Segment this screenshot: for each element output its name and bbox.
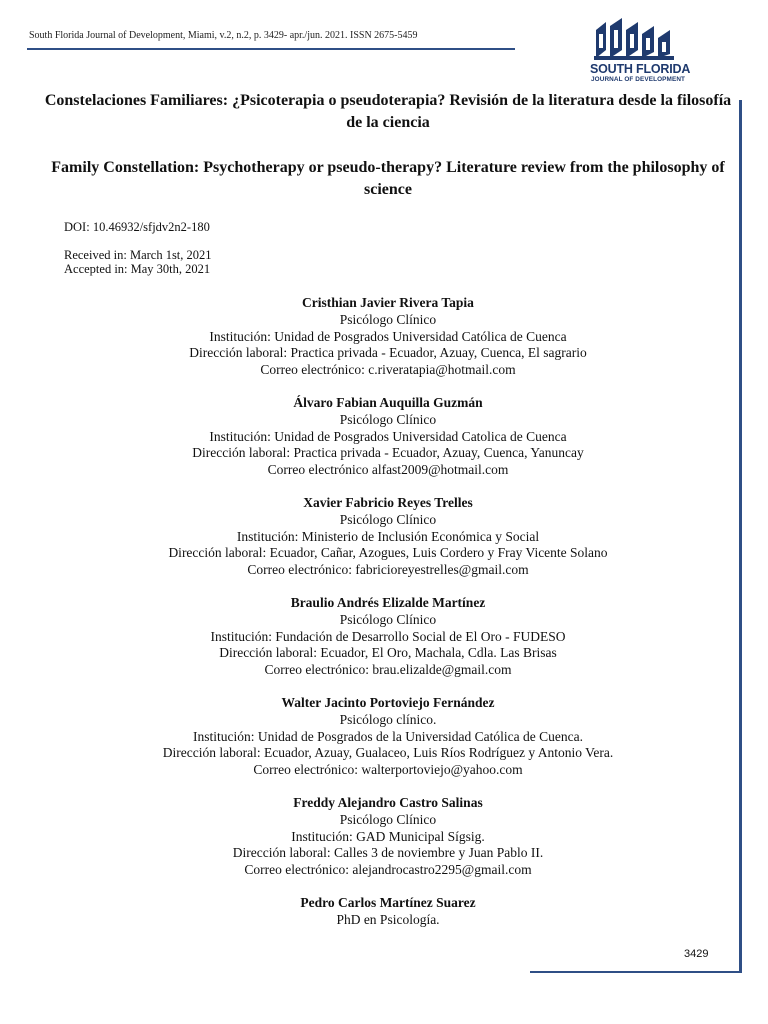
doi: DOI: 10.46932/sfjdv2n2-180 [64, 220, 210, 234]
author-name: Freddy Alejandro Castro Salinas [293, 794, 483, 810]
author-block [40, 695, 736, 779]
author-name: Cristhian Javier Rivera Tapia [302, 295, 474, 310]
accepted-date: Accepted in: May 30th, 2021 [64, 262, 211, 276]
author-email: Correo electrónico: alejandrocastro2295@gmail.com [244, 862, 532, 878]
title-spanish: Constelaciones Familiares: ¿Psicoterapia o pseudoterapia? Revisión de la literatura desde la filosofía de la ciencia [44, 92, 732, 131]
author-address: Dirección laboral: Ecuador, El Oro, Machala, Cdla. Las Brisas [219, 645, 557, 661]
authors-list [40, 295, 736, 945]
frame-rule-horizontal [530, 971, 742, 973]
author-institution: Institución: Unidad de Posgrados Universidad Catolica de Cuenca [209, 428, 567, 444]
author-address: Dirección laboral: Ecuador, Cañar, Azogues, Luis Cordero y Fray Vicente Solano [168, 545, 608, 561]
author-institution: Institución: GAD Municipal Sígsig. [291, 828, 485, 844]
author-email: Correo electrónico: walterportoviejo@yahoo.com [253, 762, 523, 778]
author-institution: Institución: Unidad de Posgrados Universidad Católica de Cuenca [209, 328, 567, 344]
author-role: Psicólogo Clínico [339, 811, 437, 827]
author-block [40, 295, 736, 379]
frame-rule-vertical [739, 100, 742, 972]
dates [64, 248, 212, 276]
header-citation: South Florida Journal of Development, Miami, v.2, n.2, p. 3429- apr./jun. 2021. ISSN 2675-5459 [29, 30, 418, 41]
author-role: PhD en Psicología. [336, 911, 440, 927]
author-role: Psicólogo Clínico [339, 311, 437, 327]
books-logo-icon [594, 14, 694, 62]
author-address: Dirección laboral: Calles 3 de noviembre y Juan Pablo II. [232, 845, 544, 861]
author-name: Xavier Fabricio Reyes Trelles [303, 494, 473, 510]
journal-logo [590, 14, 700, 88]
author-address: Dirección laboral: Practica privada - Ecuador, Azuay, Cuenca, Yanuncay [192, 445, 584, 461]
author-email: Correo electrónico: c.riveratapia@hotmail.com [260, 362, 516, 378]
author-institution: Institución: Unidad de Posgrados de la Universidad Católica de Cuenca. [193, 728, 583, 744]
author-address: Dirección laboral: Ecuador, Azuay, Gualaceo, Luis Ríos Rodríguez y Antonio Vera. [162, 745, 614, 761]
author-email: Correo electrónico: fabricioreyestrelles@gmail.com [247, 562, 529, 578]
author-block [40, 395, 736, 479]
author-name: Álvaro Fabian Auquilla Guzmán [293, 394, 483, 410]
author-institution: Institución: Fundación de Desarrollo Social de El Oro - FUDESO [210, 628, 566, 644]
author-role: Psicólogo Clínico [339, 511, 437, 527]
author-name: Pedro Carlos Martínez Suarez [300, 894, 476, 910]
page-number: 3429 [684, 948, 709, 960]
author-block [40, 595, 736, 679]
author-block [40, 795, 736, 879]
author-institution: Institución: Ministerio de Inclusión Económica y Social [236, 528, 540, 544]
author-name: Walter Jacinto Portoviejo Fernández [281, 694, 495, 710]
author-block [40, 895, 736, 929]
author-email: Correo electrónico alfast2009@hotmail.com [267, 462, 509, 478]
logo-subtitle: JOURNAL OF DEVELOPMENT [591, 76, 686, 83]
author-role: Psicólogo Clínico [339, 411, 437, 427]
logo-title: SOUTH FLORIDA [590, 62, 691, 76]
title-english: Family Constellation: Psychotherapy or pseudo-therapy? Literature review from the philosophy of science [51, 159, 725, 198]
header-rule [27, 48, 515, 50]
author-address: Dirección laboral: Practica privada - Ecuador, Azuay, Cuenca, El sagrario [189, 345, 587, 361]
received-date: Received in: March 1st, 2021 [64, 248, 212, 262]
author-role: Psicólogo Clínico [339, 611, 437, 627]
author-name: Braulio Andrés Elizalde Martínez [290, 594, 486, 610]
author-email: Correo electrónico: brau.elizalde@gmail.com [264, 662, 512, 678]
author-role: Psicólogo clínico. [339, 711, 437, 727]
author-block [40, 495, 736, 579]
